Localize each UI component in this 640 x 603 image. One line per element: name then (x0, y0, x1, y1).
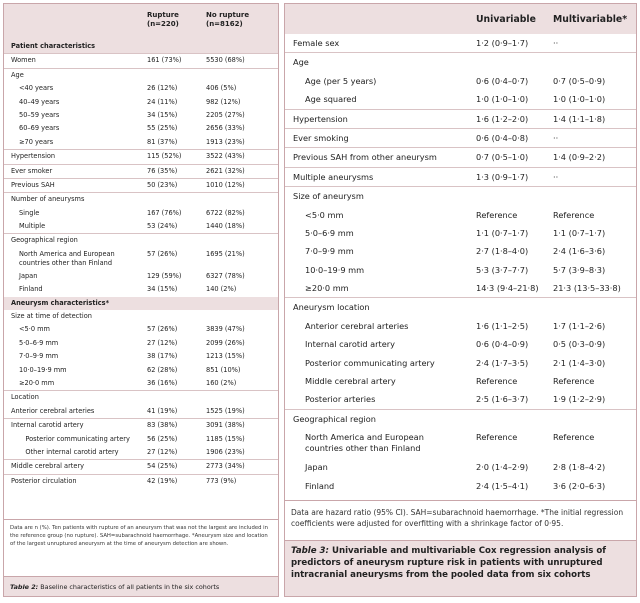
table-2-cell-col1: 76 (35%) (147, 166, 178, 175)
table-2-row-label: Women (11, 56, 36, 65)
table-3-cell-col1: 2·4 (1·7–3·5) (476, 357, 529, 368)
table-2-cell-col2: 1906 (23%) (206, 447, 245, 456)
table-2-cell-col2: 1695 (21%) (206, 249, 245, 258)
table-2-row-label: Japan (19, 271, 38, 280)
table-3-row-label: Hypertension (293, 113, 348, 124)
table-3-cell-col1: 2·5 (1·6–3·7) (476, 394, 529, 405)
table-3-cell-col2: 2·4 (1·6–3·6) (553, 246, 606, 257)
table-2-row (4, 446, 278, 459)
table-3-footnote: Data are hazard ratio (95% CI). SAH=subarachnoid haemorrhage. *The initial regression coefficients were adjusted for overfitting with a shrinkage factor of 0·95. (285, 500, 636, 535)
table-2-row (4, 178, 278, 192)
table-2-cell-col2: 6722 (82%) (206, 208, 245, 217)
table-2-col-no-rupture: No rupture (n=8162) (206, 11, 250, 28)
table-2-caption-label: Table 2: (10, 583, 39, 591)
table-3-row-label: Multiple aneurysms (293, 171, 374, 182)
table-3-row-label: Age (per 5 years) (305, 75, 377, 86)
table-3-body (285, 34, 636, 495)
table-3-cell-col2: ·· (553, 171, 559, 182)
table-3-caption-label: Table 3: (291, 546, 329, 556)
table-2-cell-col2: 1010 (12%) (206, 180, 245, 189)
table-2-cell-col1: 27 (12%) (147, 447, 178, 456)
table-3-row-label: 7·0–9·9 mm (305, 246, 354, 257)
table-2-row (4, 164, 278, 178)
table-3-row (285, 147, 636, 166)
table-2-cell-col2: 773 (9%) (206, 476, 237, 485)
table-2-cell-col1: 62 (28%) (147, 365, 178, 374)
table-2-row (4, 122, 278, 135)
table-2-cell-col1: 50 (23%) (147, 180, 178, 189)
table-2-cell-col2: 1213 (15%) (206, 352, 245, 361)
table-3-row-label: Anterior cerebral arteries (305, 320, 409, 331)
table-2-row (4, 283, 278, 296)
table-3-cell-col1: 1·6 (1·1–2·5) (476, 320, 529, 331)
table-2-row-label: Ever smoker (11, 166, 53, 175)
table-2-row (4, 248, 278, 270)
table-2-cell-col2: 2205 (27%) (206, 110, 245, 119)
table-2-row (4, 323, 278, 336)
table-3-cell-col1: 14·3 (9·4–21·8) (476, 283, 539, 294)
table-3-cell-col2: ·· (553, 132, 559, 143)
table-3-row-label: <5·0 mm (305, 209, 344, 220)
table-2-row-label: 5·0–6·9 mm (19, 338, 59, 347)
table-2-cell-col2: 6327 (78%) (206, 271, 245, 280)
table-2-row (4, 390, 278, 404)
table-2-row (4, 82, 278, 95)
table-3-col-univariable: Univariable (476, 14, 536, 25)
table-3-row-label: Middle cerebral artery (305, 376, 396, 387)
table-3-cell-col1: Reference (476, 376, 518, 387)
table-2-row-label: 10·0–19·9 mm (19, 365, 67, 374)
table-3-row (285, 52, 636, 71)
table-3-row (285, 167, 636, 186)
table-3-cell-col2: 1·0 (1·0–1·0) (553, 94, 606, 105)
table-2-row-label: Hypertension (11, 152, 56, 161)
table-3-row (285, 390, 636, 408)
table-2-cell-col2: 1185 (15%) (206, 434, 245, 443)
table-2-cell-col2: 982 (12%) (206, 97, 241, 106)
table-2-row-label: Posterior circulation (11, 476, 77, 485)
table-3-row (285, 186, 636, 205)
table-2-cell-col1: 55 (25%) (147, 124, 178, 133)
table-2-cell-col1: 26 (12%) (147, 84, 178, 93)
table-3-row (285, 335, 636, 353)
table-3-row (285, 477, 636, 495)
table-2-row (4, 474, 278, 488)
table-2-cell-col2: 851 (10%) (206, 365, 241, 374)
table-2-cell-col2: 2656 (33%) (206, 124, 245, 133)
table-2-section-row (4, 40, 278, 53)
table-2-cell-col1: 83 (38%) (147, 421, 178, 430)
table-3-row-label: Posterior arteries (305, 394, 376, 405)
table-2-row (4, 364, 278, 377)
table-2-cell-col2: 2621 (32%) (206, 166, 245, 175)
table-2-cell-col1: 41 (19%) (147, 406, 178, 415)
table-2-cell-col2: 140 (2%) (206, 285, 237, 294)
table-2-row-label: Location (11, 393, 39, 402)
table-2-cell-col1: 34 (15%) (147, 285, 178, 294)
table-3-header (285, 4, 636, 34)
table-3-row (285, 242, 636, 260)
table-2-row (4, 418, 278, 432)
table-2-row-label: Aneurysm characteristics* (11, 298, 110, 307)
table-2-cell-col1: 167 (76%) (147, 208, 182, 217)
table-2-row-label: ≥20·0 mm (19, 378, 55, 387)
table-3-cell-col2: Reference (553, 376, 595, 387)
table-3-row (285, 279, 636, 297)
table-2-body (4, 40, 278, 488)
table-2-cell-col2: 3522 (43%) (206, 152, 245, 161)
table-3-cell-col2: 21·3 (13·5–33·8) (553, 283, 621, 294)
table-2-cell-col1: 57 (26%) (147, 249, 178, 258)
table-3-cell-col1: Reference (476, 432, 518, 443)
table-3-cell-col2: 2·1 (1·4–3·0) (553, 357, 606, 368)
table-2-cell-col1: 42 (19%) (147, 476, 178, 485)
table-2-cell-col1: 34 (15%) (147, 110, 178, 119)
table-2-cell-col2: 5530 (68%) (206, 56, 245, 65)
table-3-row (285, 458, 636, 476)
table-2-row-label: Size at time of detection (11, 312, 92, 321)
table-2-cell-col1: 36 (16%) (147, 378, 178, 387)
table-3-cell-col1: 2·4 (1·5–4·1) (476, 480, 529, 491)
table-2-row-label: Finland (19, 285, 43, 294)
table-3-row (285, 297, 636, 316)
table-2-row (4, 433, 278, 446)
table-3-row-label: Size of aneurysm (293, 191, 364, 202)
table-3-row-label: Age (293, 57, 309, 68)
table-3-row-label: Finland (305, 480, 335, 491)
table-3-cell-col2: 1·7 (1·1–2·6) (553, 320, 606, 331)
table-2-row-label: Posterior communicating artery (25, 434, 130, 443)
table-3-cell-col2: ·· (553, 38, 559, 48)
table-3-cell-col1: 0·7 (0·5–1·0) (476, 152, 529, 163)
table-2-row-label: <5·0 mm (19, 325, 50, 334)
table-3-row (285, 34, 636, 52)
table-3-cell-col2: 3·6 (2·0–6·3) (553, 480, 606, 491)
table-3-cell-col2: 2·8 (1·8–4·2) (553, 462, 606, 473)
table-2-cell-col1: 24 (11%) (147, 97, 178, 106)
table-3-row (285, 317, 636, 335)
table-3-row (285, 128, 636, 147)
table-2-cell-col1: 115 (52%) (147, 152, 182, 161)
table-2-row (4, 405, 278, 418)
table-3-cell-col1: 0·6 (0·4–0·9) (476, 339, 529, 350)
table-2-row-label: Number of aneurysms (11, 195, 85, 204)
table-2-cell-col2: 3091 (38%) (206, 421, 245, 430)
table-3-cell-col1: 2·0 (1·4–2·9) (476, 462, 529, 473)
table-3-cell-col1: 1·2 (0·9–1·7) (476, 38, 529, 48)
table-3-row (285, 354, 636, 372)
table-3-cell-col1: 1·0 (1·0–1·0) (476, 94, 529, 105)
table-2-row-label: Geographical region (11, 236, 78, 245)
table-3-cell-col2: 1·1 (0·7–1·7) (553, 227, 606, 238)
table-2-section-row (4, 297, 278, 310)
table-3-row-label: Previous SAH from other aneurysm (293, 152, 437, 163)
table-3-cell-col2: 1·4 (1·1–1·8) (553, 113, 606, 124)
table-2-row-label: Previous SAH (11, 180, 55, 189)
table-2-row-label: Single (19, 208, 40, 217)
table-3-row-label: Geographical region (293, 413, 376, 424)
table-3-row (285, 206, 636, 224)
table-2-row (4, 68, 278, 82)
table-2-row-label: <40 years (19, 84, 54, 93)
table-3-row-label: Age squared (305, 94, 357, 105)
table-3-cell-col1: Reference (476, 209, 518, 220)
table-2-row (4, 337, 278, 350)
table-3-row (285, 224, 636, 242)
table-3-cell-col1: 1·3 (0·9–1·7) (476, 171, 529, 182)
table-2-cell-col2: 1525 (19%) (206, 406, 245, 415)
table-2-cell-col2: 406 (5%) (206, 84, 237, 93)
table-2-row (4, 207, 278, 220)
table-3-cell-col2: 0·7 (0·5–0·9) (553, 75, 606, 86)
table-2-row (4, 377, 278, 390)
table-2-cell-col1: 54 (25%) (147, 462, 178, 471)
table-2-row-label: North America and European countries other than Finland (19, 249, 115, 267)
table-2-row (4, 136, 278, 149)
table-3-cell-col2: 1·4 (0·9–2·2) (553, 152, 606, 163)
table-2-cell-col1: 56 (25%) (147, 434, 178, 443)
table-2-row-label: Middle cerebral artery (11, 462, 85, 471)
table-3-cell-col2: 0·5 (0·3–0·9) (553, 339, 606, 350)
table-2-row-label: Anterior cerebral arteries (11, 406, 95, 415)
table-2-row-label: ≥70 years (19, 137, 54, 146)
table-3-row-label: Female sex (293, 38, 340, 48)
table-3-cell-col1: 1·1 (0·7–1·7) (476, 227, 529, 238)
table-3-row (285, 72, 636, 90)
table-2-row-label: Internal carotid artery (11, 421, 84, 430)
table-2-caption-text: Baseline characteristics of all patients in the six cohorts (38, 583, 220, 591)
table-3-col-multivariable: Multivariable* (553, 14, 628, 25)
table-3-row (285, 428, 636, 458)
table-2-cell-col2: 160 (2%) (206, 378, 237, 387)
table-2-cell-col2: 2099 (26%) (206, 338, 245, 347)
table-3-row (285, 372, 636, 390)
table-2-cell-col1: 57 (26%) (147, 325, 178, 334)
table-3-cell-col2: Reference (553, 432, 595, 443)
table-3-row-label: ≥20·0 mm (305, 283, 349, 294)
table-2-row-label: Age (11, 70, 24, 79)
table-3-cell-col2: Reference (553, 209, 595, 220)
table-2-row (4, 53, 278, 67)
table-2-row (4, 459, 278, 473)
table-3-row (285, 409, 636, 428)
table-3-row-label: Internal carotid artery (305, 339, 395, 350)
table-3-row-label: North America and European countries other than Finland (305, 432, 424, 454)
table-2-row (4, 192, 278, 206)
table-2-row (4, 109, 278, 122)
table-2-cell-col1: 129 (59%) (147, 271, 182, 280)
table-2-cell-col2: 2773 (34%) (206, 462, 245, 471)
table-3-row-label: Posterior communicating artery (305, 357, 435, 368)
table-2-cell-col1: 27 (12%) (147, 338, 178, 347)
table-3-panel (284, 3, 637, 597)
table-3-row (285, 90, 636, 108)
table-2-footnote: Data are n (%). Ten patients with rupture of an aneurysm that was not the largest are included in the reference group (no rupture). SAH=subarachnoid haemorrhage. *Aneurysm size and location of the largest unruptured aneurysm at the time of aneurysm detection are shown. (4, 519, 278, 553)
table-3-row-label: 10·0–19·9 mm (305, 264, 365, 275)
table-2-cell-col2: 3839 (47%) (206, 325, 245, 334)
table-3-cell-col1: 0·6 (0·4–0·7) (476, 75, 529, 86)
table-3-row-label: Ever smoking (293, 132, 349, 143)
table-3-row-label: Aneurysm location (293, 302, 370, 313)
table-2-row (4, 96, 278, 109)
table-2-row-label: 60–69 years (19, 124, 60, 133)
table-3-cell-col1: 2·7 (1·8–4·0) (476, 246, 529, 257)
table-3-row-label: 5·0–6·9 mm (305, 227, 354, 238)
table-2-col-rupture: Rupture (n=220) (147, 11, 179, 28)
table-3-caption-text: Univariable and multivariable Cox regression analysis of predictors of aneurysm rupture risk in patients with unruptured intracranial aneurysms from the pooled data from six cohorts (291, 546, 607, 580)
table-2-cell-col2: 1440 (18%) (206, 222, 245, 231)
table-2-cell-col1: 81 (37%) (147, 137, 178, 146)
table-2-caption (4, 576, 278, 596)
table-2-panel (3, 3, 279, 597)
table-3-cell-col1: 0·6 (0·4–0·8) (476, 132, 529, 143)
table-2-row (4, 149, 278, 163)
table-2-row-label: Patient characteristics (11, 42, 96, 50)
table-3-cell-col2: 5·7 (3·9–8·3) (553, 264, 606, 275)
table-2-row (4, 310, 278, 323)
table-3-caption (285, 540, 636, 596)
table-3-row-label: Japan (305, 462, 328, 473)
table-2-row (4, 270, 278, 283)
table-3-cell-col2: 1·9 (1·2–2·9) (553, 394, 606, 405)
table-2-row (4, 233, 278, 247)
table-2-row (4, 220, 278, 233)
table-3-cell-col1: 5·3 (3·7–7·7) (476, 264, 529, 275)
table-2-row-label: 40–49 years (19, 97, 60, 106)
table-2-cell-col1: 53 (24%) (147, 222, 178, 231)
table-2-row-label: 50–59 years (19, 110, 60, 119)
table-2-cell-col1: 38 (17%) (147, 352, 178, 361)
table-3-cell-col1: 1·6 (1·2–2·0) (476, 113, 529, 124)
table-3-row (285, 109, 636, 128)
table-2-cell-col1: 161 (73%) (147, 56, 182, 65)
table-2-row (4, 350, 278, 363)
table-2-header (4, 4, 278, 40)
table-2-row-label: 7·0–9·9 mm (19, 352, 59, 361)
table-3-row (285, 261, 636, 279)
table-2-row-label: Multiple (19, 222, 46, 231)
table-2-row-label: Other internal carotid artery (25, 447, 119, 456)
table-2-cell-col2: 1913 (23%) (206, 137, 245, 146)
